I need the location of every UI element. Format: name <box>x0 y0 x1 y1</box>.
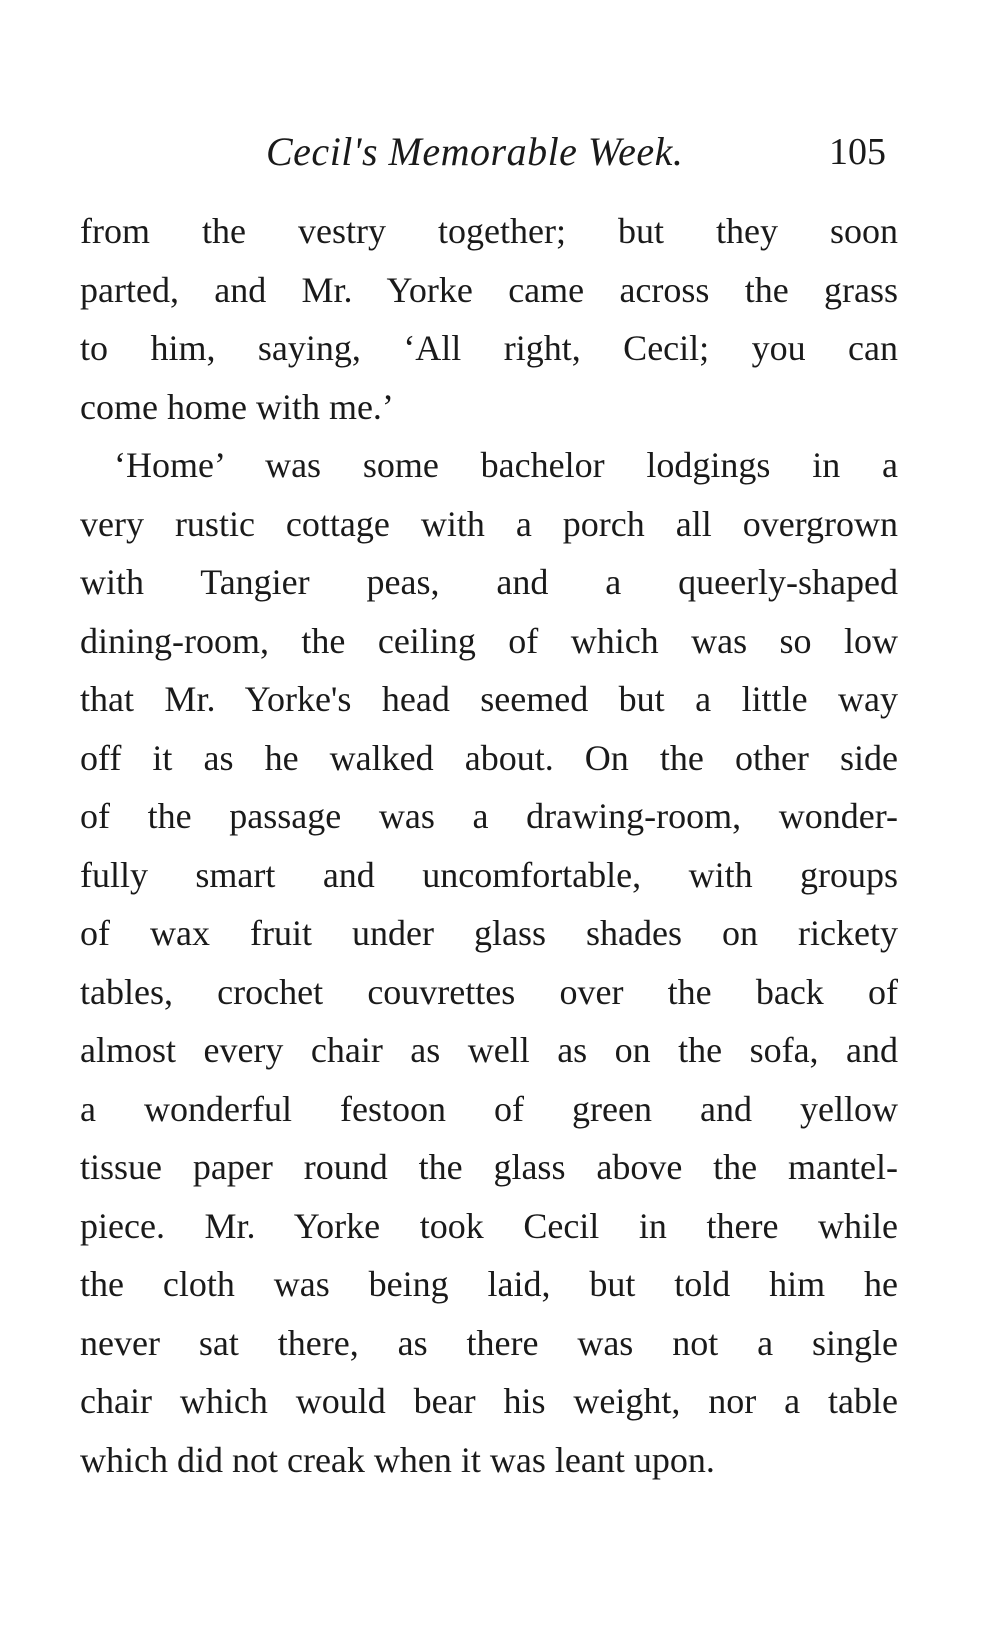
text-line: the cloth was being laid, but told him he <box>80 1264 898 1304</box>
text-line: tables, crochet couvrettes over the back of <box>80 971 898 1012</box>
text-line: ‘Home’ was some bachelor lodgings in a <box>114 445 898 485</box>
page-number: 105 <box>829 131 886 173</box>
text-line: come home with me.’ <box>80 386 394 427</box>
text-line: parted, and Mr. Yorke came across the grass <box>80 269 898 310</box>
text-line: with Tangier peas, and a queerly-shaped <box>80 562 898 602</box>
text-line: piece. Mr. Yorke took Cecil in there while <box>80 1205 898 1246</box>
text-line: tissue paper round the glass above the mantel- <box>80 1147 898 1187</box>
text-line: that Mr. Yorke's head seemed but a little way <box>80 679 898 719</box>
text-line: of wax fruit under glass shades on rickety <box>80 913 898 953</box>
text-line: from the vestry together; but they soon <box>80 211 898 251</box>
text-line: very rustic cottage with a porch all overgrown <box>80 503 898 544</box>
text-line: which did not creak when it was leant upon. <box>80 1439 715 1480</box>
text-line: to him, saying, ‘All right, Cecil; you can <box>80 328 898 368</box>
running-head <box>80 122 900 182</box>
body-text <box>80 202 898 1489</box>
text-line: dining-room, the ceiling of which was so low <box>80 620 898 661</box>
text-line: a wonderful festoon of green and yellow <box>80 1088 898 1129</box>
text-line: fully smart and uncomfortable, with groups <box>80 854 898 895</box>
text-line: never sat there, as there was not a single <box>80 1322 898 1363</box>
text-line: off it as he walked about. On the other side <box>80 737 898 778</box>
text-line: of the passage was a drawing-room, wonder- <box>80 796 898 836</box>
text-line: chair which would bear his weight, nor a table <box>80 1381 898 1421</box>
running-title: Cecil's Memorable Week. <box>266 129 684 174</box>
text-line: almost every chair as well as on the sofa, and <box>80 1030 898 1070</box>
